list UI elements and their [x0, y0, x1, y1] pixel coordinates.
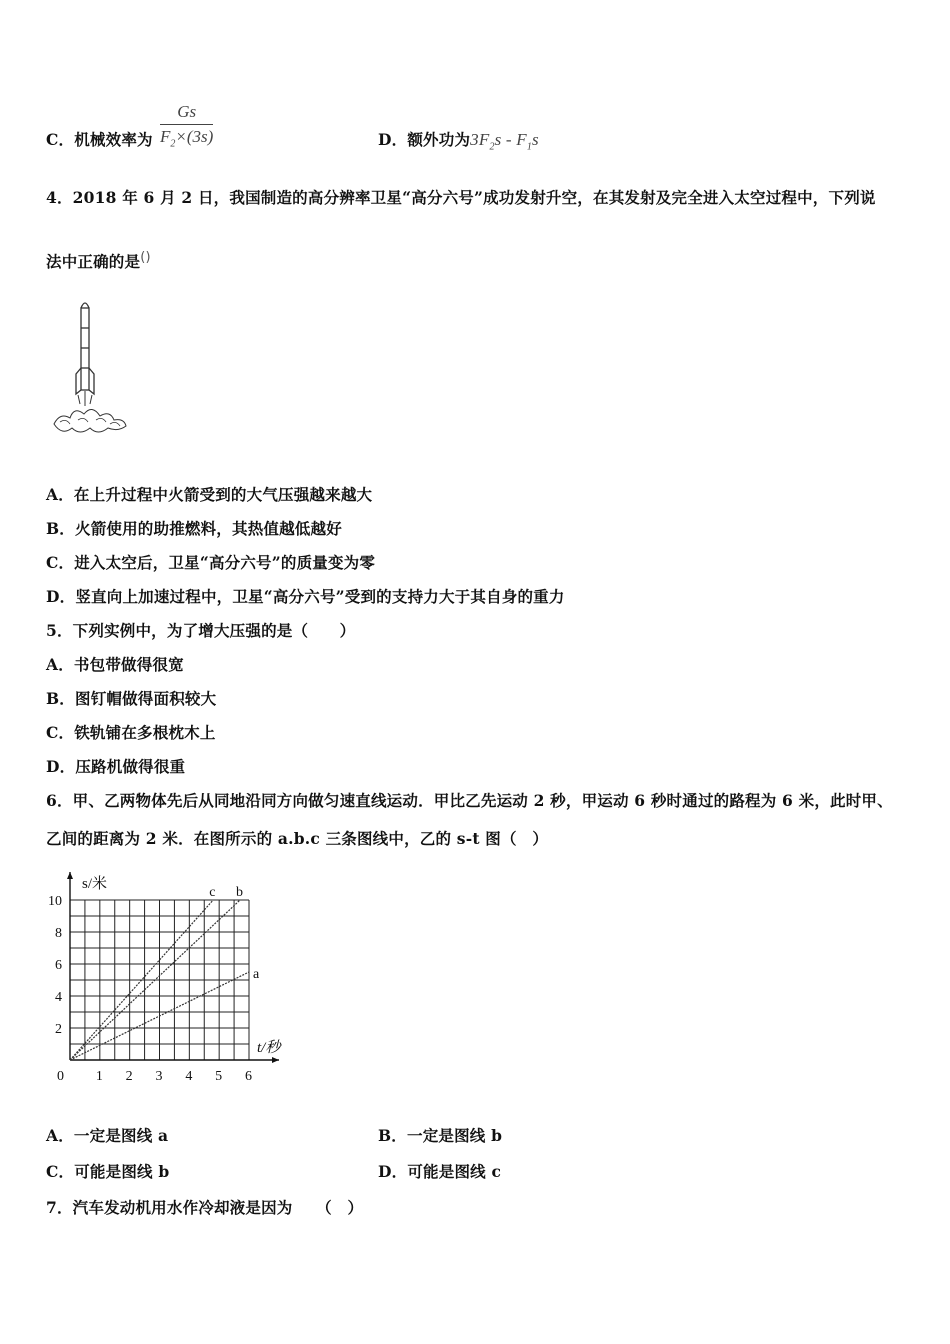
q6-option-b: B．一定是图线 b	[378, 1126, 503, 1145]
q6-stem-line2: 乙间的距离为 2 米．在图所示的 a.b.c 三条图线中，乙的 s-t 图（ ）	[46, 829, 549, 848]
chart-axes	[67, 872, 279, 1063]
y-axis-label: s/米	[82, 876, 108, 892]
q3-option-d-label: D．额外功为	[378, 130, 471, 149]
y-tick-label: 10	[48, 894, 62, 909]
extra-work-formula: $3F_2s - F_1s$	[470, 130, 539, 153]
q4-stem-line2: 法中正确的是()	[46, 250, 151, 272]
efficiency-fraction	[160, 102, 213, 149]
x-tick-label: 5	[215, 1069, 223, 1084]
q4-option-d: D．竖直向上加速过程中，卫星“高分六号”受到的支持力大于其自身的重力	[46, 587, 565, 606]
series-label-b: b	[236, 885, 244, 900]
rocket-illustration	[48, 298, 132, 440]
x-tick-label: 1	[95, 1069, 103, 1084]
q4-option-a: A．在上升过程中火箭受到的大气压强越来越大	[46, 485, 373, 504]
series-label-c: c	[209, 885, 216, 900]
x-tick-label: 6	[245, 1069, 252, 1084]
q5-stem: 5．下列实例中，为了增大压强的是（ ）	[46, 621, 356, 640]
x-tick-label: 3	[155, 1069, 163, 1084]
chart-grid	[70, 900, 249, 1060]
q3-option-c	[46, 128, 153, 150]
q6-option-d: D．可能是图线 c	[378, 1162, 502, 1181]
y-tick-label: 2	[55, 1022, 62, 1037]
q6-option-a: A．一定是图线 a	[46, 1126, 169, 1145]
y-tick-label: 6	[55, 958, 62, 973]
x-tick-label: 2	[125, 1069, 133, 1084]
q5-option-b: B．图钉帽做得面积较大	[46, 689, 217, 708]
x-tick-label: 4	[185, 1069, 193, 1084]
q3-option-d	[378, 128, 539, 152]
st-chart	[44, 866, 294, 1094]
series-label-a: a	[253, 967, 260, 982]
q3-option-c-label: C．机械效率为	[46, 130, 153, 149]
q5-option-a: A．书包带做得很宽	[46, 655, 184, 674]
q4-option-b: B．火箭使用的助推燃料，其热值越低越好	[46, 519, 342, 538]
q6-stem-line1: 6．甲、乙两物体先后从同地沿同方向做匀速直线运动．甲比乙先运动 2 秒，甲运动 6 秒时通过的路程为 6 米，此时甲、	[46, 791, 893, 810]
rocket-booster-right	[89, 368, 94, 394]
y-tick-label: 8	[55, 926, 62, 941]
fraction-numerator: Gs	[177, 102, 197, 121]
rocket-booster-left	[76, 368, 81, 394]
y-tick-label: 4	[55, 990, 62, 1005]
answer-paren: ()	[140, 250, 151, 265]
x-axis-label: t/秒	[257, 1040, 281, 1056]
q6-option-c: C．可能是图线 b	[46, 1162, 170, 1181]
q5-option-d: D．压路机做得很重	[46, 757, 186, 776]
fraction-denominator: $F_2\times(3s)$	[160, 127, 214, 150]
y-axis-arrow	[67, 872, 73, 879]
x-axis-arrow	[272, 1057, 279, 1063]
rocket-body	[81, 308, 89, 390]
origin-label: 0	[57, 1069, 64, 1084]
q4-stem-line1: 4．2018 年 6 月 2 日，我国制造的高分辨率卫星“高分六号”成功发射升空，在其发射及完全进入太空过程中，下列说	[46, 188, 876, 207]
q4-option-c: C．进入太空后，卫星“高分六号”的质量变为零	[46, 553, 376, 572]
q7-stem: 7．汽车发动机用水作冷却液是因为 （ ）	[46, 1198, 364, 1217]
q5-option-c: C．铁轨铺在多根枕木上	[46, 723, 216, 742]
rocket-nose	[81, 303, 89, 308]
